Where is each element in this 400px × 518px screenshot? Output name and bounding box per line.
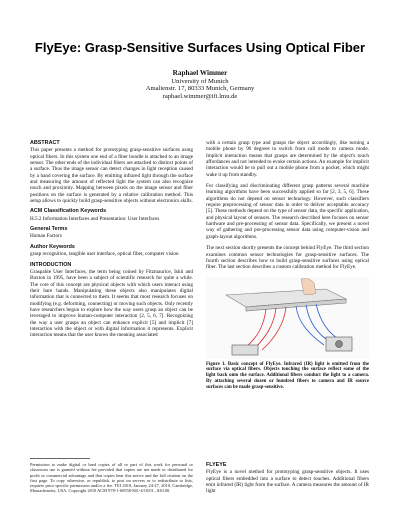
ir-fiber-bundle xyxy=(246,307,286,350)
keywords-heading: Author Keywords xyxy=(30,243,75,250)
right-paragraph-2: For classifying and discriminating different grasp patterns several machine learning algorithms have been successfully applied so far [2, 3, 5, 6]. These algorithms do not depend on sensor technology. However, such classifiers require preprocessing of sensor data in order to deliver acceptable accuracy [5]. These methods depend on the type of sensor data, the specific application, and physical layout of sensors. The research described here focuses on sensor hardware and pre-processing of sensor data. Specifically, we present a novel way of gathering and pre-processing sensor data using computer-vision and graph-layout algorithms. xyxy=(206,183,369,240)
acm-heading: ACM Classification Keywords xyxy=(30,208,107,215)
right-paragraph-1: with a certain grasp type and grasps the object accordingly, like turning a mobile phone by 90 degrees to switch from call mode to camera mode. Implicit interaction means that grasps are determined by the object's touch affordances and not intended to evoke certain actions. An example for implicit interaction would be to pull out a mobile phone from a pocket, which might wake it up from standby. xyxy=(206,140,369,178)
left-column xyxy=(30,140,193,339)
ir-source-box xyxy=(232,345,258,355)
author-name: Raphael Wimmer xyxy=(172,69,228,77)
figure-1 xyxy=(206,277,369,359)
general-terms-text: Human Factors xyxy=(30,233,62,240)
abstract-heading: ABSTRACT xyxy=(30,140,60,146)
introduction-text: Graspable User Interfaces, the term being coined by Fitzmaurice, Ishii and Buxton in 1995, have been a subject of scientific research for quite a while. The core of this concept are physical objects with which users interact using their bare hands. Manipulating these objects also manipulates digital information that is connected to them. It seems that most research focuses on modifying (e.g. deforming, connecting) or moving such objects. Only recently have researchers begun to explore how the way users grasp an object can be leveraged to improve human-computer interaction [2, 5, 6, 7]. Recognizing the way a user grasps an object can enhance explicit [5] and implicit [7] interaction with the object or with digital information it represents. Explicit interaction means that the user knows the meaning associated xyxy=(30,268,193,339)
right-paragraph-3: The next section shortly presents the concept behind FlyEye. The third section examines common sensor technologies for grasp-sensitive surfaces. The fourth section describes how to build grasp-sensitive surfaces using optical fiber. The last section describes a custom calibration method for FlyEye. xyxy=(206,245,369,271)
permission-footnote: Permission to make digital or hard copies of all or part of this work for personal or classroom use is granted without fee provided that copies are not made or distributed for profit or commercial advantage and that copies bear this notice and the full citation on the first page. To copy otherwise, or republish, to post on servers or to redistribute to lists, requires prior specific permission and/or a fee. TEI 2010, January 24-27, 2010, Cambridge, Massachusetts, USA. Copyright 2010 ACM 978-1-60558-841-4/10/01...$10.00. xyxy=(30,462,193,494)
author-email: raphael.wimmer@ifi.lmu.de xyxy=(162,92,238,100)
introduction-heading: INTRODUCTION xyxy=(30,261,72,268)
author-address: Amalienstr. 17, 80333 Munich, Germany xyxy=(145,85,255,93)
general-terms-heading: General Terms xyxy=(30,226,68,233)
author-block xyxy=(0,70,400,100)
camera-lens xyxy=(336,340,343,347)
figure-1-illustration xyxy=(206,277,369,359)
footnote-rule xyxy=(30,458,90,459)
abstract-text: This paper presents a method for prototyping grasp-sensitive surfaces using optical fibers. In this system one end of a fiber bundle is attached to an image sensor. The other ends of the individual fibers are attached to distinct points of a surface. Thus the image sensor can detect changes in light reception caused by a hand covering the surface. By emitting infrared light through the surface and measuring the amount of reflected light the system can also recognize touch and proximity. Mapping between pixels on the image sensor and fiber positions on the surface is generated by a relative calibration method. This setup allows to quickly build grasp-sensitive objects without electronics skills. xyxy=(30,147,193,205)
acm-text: H.5.2 Information Interfaces and Presentation: User Interfaces xyxy=(30,215,160,222)
figure-1-caption: Figure 1. Basic concept of FlyEye. Infrared (IR) light is emitted from the surface via optical fibers. Objects touching the surface reflect some of the light back onto the surface. Additional fibers conduct the light to a camera. By attaching several dozen or hundred fibers to camera and IR source surfaces can be made grasp-sensitive. xyxy=(206,361,369,390)
flyeye-text: FlyEye is a novel method for prototyping grasp-sensitive objects. It uses optical fibers embedded into a surface to detect touches. Additional fibers emit infrared (IR) light from the surface. A camera measures the amount of IR light xyxy=(206,469,369,495)
flyeye-section xyxy=(206,462,369,495)
author-affiliation: University of Munich xyxy=(171,77,229,85)
flyeye-heading: FLYEYE xyxy=(206,462,227,468)
paper-title: FlyEye: Grasp-Sensitive Surfaces Using Optical Fiber xyxy=(34,40,366,55)
keywords-text: grasp recognition, tangible user interface, optical fiber, computer vision xyxy=(30,251,179,258)
right-column xyxy=(206,140,369,391)
